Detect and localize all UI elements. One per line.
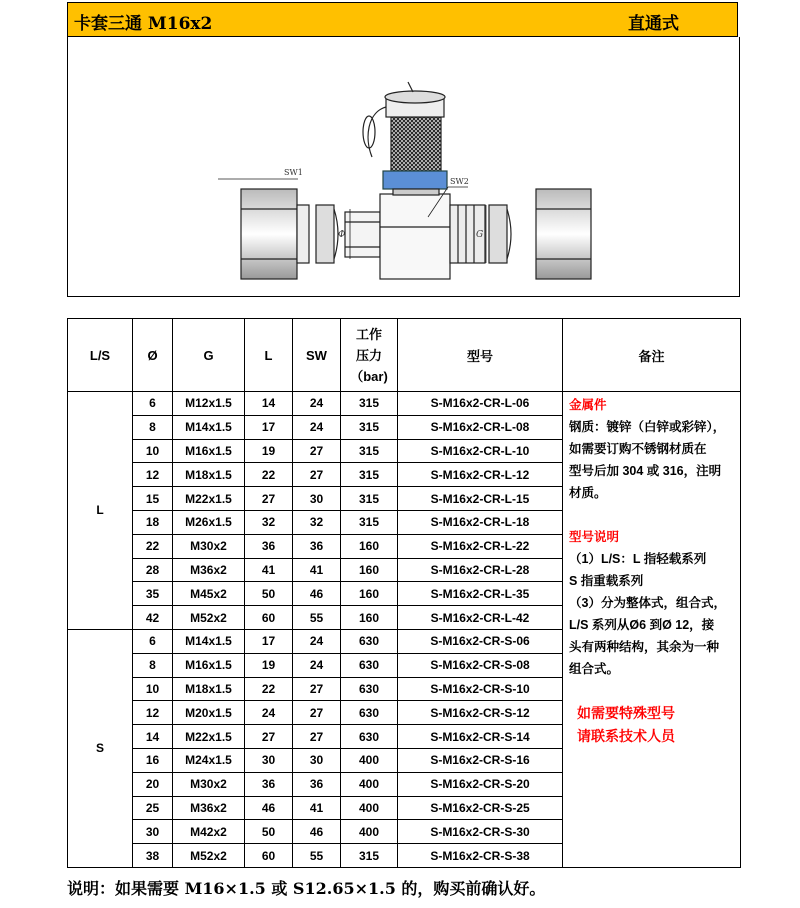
- model-cell: S-M16x2-CR-S-12: [398, 701, 563, 725]
- pressure-cell: 400: [341, 772, 398, 796]
- model-cell: S-M16x2-CR-L-35: [398, 582, 563, 606]
- thread-cell: M24x1.5: [173, 748, 245, 772]
- model-cell: S-M16x2-CR-L-15: [398, 487, 563, 511]
- diameter-cell: 35: [133, 582, 173, 606]
- title-bar: [67, 2, 738, 37]
- model-cell: S-M16x2-CR-L-06: [398, 392, 563, 416]
- model-cell: S-M16x2-CR-L-42: [398, 606, 563, 630]
- length-cell: 46: [245, 796, 293, 820]
- wp-line: 工作: [355, 326, 382, 342]
- g-label: G: [476, 230, 484, 240]
- sw-cell: 30: [293, 748, 341, 772]
- model-line: 头有两种结构，其余为一种: [569, 640, 720, 654]
- model-cell: S-M16x2-CR-L-12: [398, 463, 563, 487]
- thread-cell: M22x1.5: [173, 487, 245, 511]
- length-cell: 27: [245, 725, 293, 749]
- model-cell: S-M16x2-CR-S-38: [398, 844, 563, 868]
- length-cell: 60: [245, 844, 293, 868]
- metal-line: 钢质：镀锌（白锌或彩锌），: [569, 420, 726, 434]
- diameter-cell: 38: [133, 844, 173, 868]
- thread-cell: M18x1.5: [173, 463, 245, 487]
- phi-label: Φ: [338, 230, 346, 240]
- pressure-cell: 630: [341, 629, 398, 653]
- model-line: （1）L/S：L 指轻载系列: [569, 552, 707, 566]
- sw-cell: 55: [293, 606, 341, 630]
- wp-line: 压力: [355, 347, 382, 363]
- pressure-cell: 160: [341, 558, 398, 582]
- pressure-cell: 315: [341, 844, 398, 868]
- metal-title: 金属件: [569, 398, 607, 412]
- metal-line: 如需要订购不锈钢材质在: [569, 442, 707, 456]
- thread-cell: M42x2: [173, 820, 245, 844]
- metal-line: 型号后加 304 或 316，注明: [569, 464, 722, 478]
- sw-cell: 32: [293, 510, 341, 534]
- sw1-label: SW1: [284, 168, 303, 177]
- metal-line: 材质。: [569, 486, 607, 500]
- model-cell: S-M16x2-CR-S-08: [398, 653, 563, 677]
- diameter-cell: 42: [133, 606, 173, 630]
- pressure-cell: 160: [341, 534, 398, 558]
- diameter-cell: 28: [133, 558, 173, 582]
- length-cell: 60: [245, 606, 293, 630]
- diameter-cell: 15: [133, 487, 173, 511]
- pressure-cell: 400: [341, 748, 398, 772]
- sw-cell: 24: [293, 415, 341, 439]
- length-cell: 36: [245, 772, 293, 796]
- diameter-cell: 18: [133, 510, 173, 534]
- length-cell: 32: [245, 510, 293, 534]
- sw-cell: 36: [293, 534, 341, 558]
- length-cell: 27: [245, 487, 293, 511]
- tee-fitting-drawing: [68, 37, 739, 296]
- length-cell: 50: [245, 582, 293, 606]
- thread-cell: M14x1.5: [173, 415, 245, 439]
- length-cell: 50: [245, 820, 293, 844]
- thread-cell: M20x1.5: [173, 701, 245, 725]
- contact-line: 如需要特殊型号: [577, 705, 675, 721]
- pressure-cell: 315: [341, 415, 398, 439]
- sw-cell: 46: [293, 820, 341, 844]
- length-cell: 17: [245, 415, 293, 439]
- pressure-cell: 315: [341, 487, 398, 511]
- table-row: [68, 392, 741, 416]
- model-cell: S-M16x2-CR-S-14: [398, 725, 563, 749]
- spec-body: [68, 392, 741, 868]
- sw-cell: 36: [293, 772, 341, 796]
- contact-line: 请联系技术人员: [577, 728, 675, 744]
- diameter-cell: 12: [133, 701, 173, 725]
- sw2-label: SW2: [450, 177, 469, 186]
- sw-cell: 41: [293, 558, 341, 582]
- model-cell: S-M16x2-CR-S-20: [398, 772, 563, 796]
- diameter-cell: 20: [133, 772, 173, 796]
- model-line: （3）分为整体式，组合式，: [569, 596, 726, 610]
- col-l: L: [245, 319, 293, 392]
- col-notes: 备注: [563, 319, 741, 392]
- model-cell: S-M16x2-CR-L-18: [398, 510, 563, 534]
- col-ls: L/S: [68, 319, 133, 392]
- diameter-cell: 30: [133, 820, 173, 844]
- thread-cell: M45x2: [173, 582, 245, 606]
- diameter-cell: 6: [133, 629, 173, 653]
- pressure-cell: 630: [341, 653, 398, 677]
- spec-table: [67, 318, 741, 868]
- col-working-pressure: [341, 319, 398, 392]
- sw-cell: 41: [293, 796, 341, 820]
- thread-cell: M14x1.5: [173, 629, 245, 653]
- diameter-cell: 10: [133, 439, 173, 463]
- group-cell: S: [68, 629, 133, 867]
- pressure-cell: 630: [341, 677, 398, 701]
- diameter-cell: 25: [133, 796, 173, 820]
- model-cell: S-M16x2-CR-L-22: [398, 534, 563, 558]
- thread-cell: M16x1.5: [173, 439, 245, 463]
- pressure-cell: 400: [341, 796, 398, 820]
- sw-cell: 27: [293, 725, 341, 749]
- thread-cell: M12x1.5: [173, 392, 245, 416]
- sw-cell: 24: [293, 653, 341, 677]
- model-cell: S-M16x2-CR-S-10: [398, 677, 563, 701]
- sw-cell: 24: [293, 392, 341, 416]
- length-cell: 19: [245, 653, 293, 677]
- thread-cell: M36x2: [173, 796, 245, 820]
- model-cell: S-M16x2-CR-S-30: [398, 820, 563, 844]
- length-cell: 22: [245, 463, 293, 487]
- sw-cell: 24: [293, 629, 341, 653]
- pressure-cell: 630: [341, 701, 398, 725]
- thread-cell: M22x1.5: [173, 725, 245, 749]
- col-sw: SW: [293, 319, 341, 392]
- sw-cell: 27: [293, 439, 341, 463]
- diameter-cell: 12: [133, 463, 173, 487]
- length-cell: 41: [245, 558, 293, 582]
- pressure-cell: 400: [341, 820, 398, 844]
- length-cell: 24: [245, 701, 293, 725]
- model-cell: S-M16x2-CR-S-16: [398, 748, 563, 772]
- model-line: L/S 系列从Ø6 到Ø 12，接: [569, 618, 715, 632]
- thread-cell: M52x2: [173, 606, 245, 630]
- diameter-cell: 8: [133, 653, 173, 677]
- model-title: 型号说明: [569, 530, 620, 544]
- model-cell: S-M16x2-CR-S-06: [398, 629, 563, 653]
- diameter-cell: 10: [133, 677, 173, 701]
- thread-cell: M30x2: [173, 534, 245, 558]
- pressure-cell: 160: [341, 606, 398, 630]
- footnote: 说明：如果需要 M16×1.5 或 S12.65×1.5 的，购买前确认好。: [67, 879, 546, 898]
- table-header: [68, 319, 741, 392]
- diameter-cell: 8: [133, 415, 173, 439]
- sw-cell: 55: [293, 844, 341, 868]
- sw-cell: 27: [293, 701, 341, 725]
- model-cell: S-M16x2-CR-L-10: [398, 439, 563, 463]
- pressure-cell: 315: [341, 510, 398, 534]
- model-line: S 指重载系列: [569, 574, 644, 588]
- length-cell: 17: [245, 629, 293, 653]
- pressure-cell: 160: [341, 582, 398, 606]
- pressure-cell: 630: [341, 725, 398, 749]
- length-cell: 19: [245, 439, 293, 463]
- notes-cell: [563, 392, 741, 868]
- product-mode: 直通式: [628, 14, 679, 34]
- sw-cell: 46: [293, 582, 341, 606]
- pressure-cell: 315: [341, 439, 398, 463]
- sw-cell: 27: [293, 463, 341, 487]
- thread-cell: M52x2: [173, 844, 245, 868]
- diameter-cell: 16: [133, 748, 173, 772]
- product-title: 卡套三通 M16x2: [74, 14, 213, 34]
- technical-drawing: [67, 37, 740, 297]
- length-cell: 14: [245, 392, 293, 416]
- pressure-cell: 315: [341, 463, 398, 487]
- thread-cell: M26x1.5: [173, 510, 245, 534]
- thread-cell: M18x1.5: [173, 677, 245, 701]
- length-cell: 36: [245, 534, 293, 558]
- col-g: G: [173, 319, 245, 392]
- group-cell: L: [68, 392, 133, 630]
- diameter-cell: 6: [133, 392, 173, 416]
- wp-line: （bar): [350, 368, 388, 384]
- length-cell: 30: [245, 748, 293, 772]
- col-diameter: Ø: [133, 319, 173, 392]
- thread-cell: M30x2: [173, 772, 245, 796]
- pressure-cell: 315: [341, 392, 398, 416]
- sw-cell: 30: [293, 487, 341, 511]
- model-cell: S-M16x2-CR-L-28: [398, 558, 563, 582]
- thread-cell: M36x2: [173, 558, 245, 582]
- col-model: 型号: [398, 319, 563, 392]
- model-cell: S-M16x2-CR-S-25: [398, 796, 563, 820]
- model-line: 组合式。: [569, 662, 620, 676]
- sw-cell: 27: [293, 677, 341, 701]
- model-cell: S-M16x2-CR-L-08: [398, 415, 563, 439]
- length-cell: 22: [245, 677, 293, 701]
- diameter-cell: 22: [133, 534, 173, 558]
- thread-cell: M16x1.5: [173, 653, 245, 677]
- diameter-cell: 14: [133, 725, 173, 749]
